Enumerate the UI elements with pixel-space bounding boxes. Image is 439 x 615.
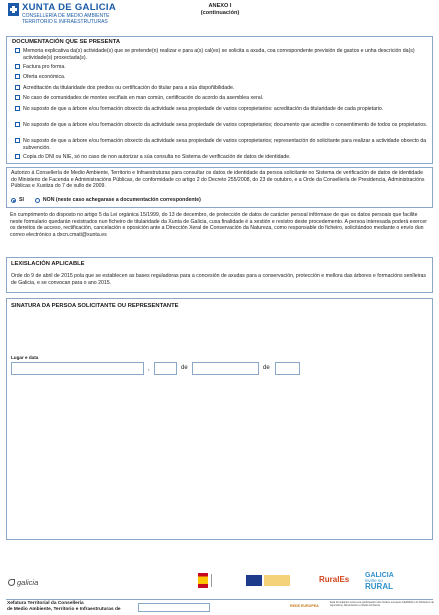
annex-heading <box>185 3 255 17</box>
signature-title: SINATURA DA PERSOA SOLICITANTE OU REPRESENTANTE <box>11 303 179 309</box>
doc-item-representacion[interactable] <box>15 138 428 151</box>
checkbox[interactable] <box>15 74 20 79</box>
rede-natura-logo <box>290 604 319 609</box>
checkbox[interactable] <box>15 106 20 111</box>
checkbox[interactable] <box>15 64 20 69</box>
eu-flag-icon <box>246 575 262 586</box>
ministry-logo <box>211 574 241 587</box>
doc-item-consentimento[interactable] <box>15 122 428 129</box>
doc-item-oferta[interactable] <box>15 74 428 81</box>
fine-print: Esta formulación conta coa participación dos fondos europeos FEADER e do Ministerio de Agricultura, Alimentación e Medio Ambiente <box>330 601 434 607</box>
doc-item-acreditacion[interactable] <box>15 85 428 92</box>
brand-name: XUNTA DE GALICIA <box>22 2 116 13</box>
office-line-2: de Medio Ambiente, Territorio e Infraestruturas de <box>7 606 121 612</box>
authorization-text: Autorizo á Consellería de Medio Ambiente, Territorio e Infraestruturas para consultar os datos de identidade da persoa solicitante no Sistema de verificación de datos de identidade do Ministerio de Facenda e Administracións Públicas, de conformidade co artigo 2 do Decreto 255/2008, do 23 de outubro, e a Orde da Consellería de Presidencia, Administracións Públicas e Xustiza do 7 de xullo de 2009. <box>11 170 425 190</box>
checkbox[interactable] <box>15 154 20 159</box>
doc-item-titularidade[interactable] <box>15 106 428 113</box>
office-destination <box>7 601 121 613</box>
doc-item-label: No suposto de que a árbore e/ou formación obxecto da actividade sexa propiedade de varios copropietarios; representación do solicitante para realizar a actividade obxecto da subvención. <box>23 138 427 151</box>
footer-logos <box>6 571 433 598</box>
galicia-rural-line1: GALICIA <box>365 572 394 579</box>
doc-item-comunidades[interactable] <box>15 95 428 102</box>
day-input[interactable] <box>154 362 177 375</box>
checkbox[interactable] <box>15 48 20 53</box>
galicia-logo-text: galicia <box>17 578 39 587</box>
galicia-swirl-icon <box>8 579 15 586</box>
signature-section <box>6 298 433 540</box>
checkbox[interactable] <box>15 122 20 127</box>
department-line-1: CONSELLERÍA DE MEDIO AMBIENTE <box>22 12 110 19</box>
privacy-notice: En cumprimento do disposto no artigo 5 da Lei orgánica 15/1999, do 13 de decembro, de protección de datos de carácter persoal infórmase de que os datos persoais que facilite neste formulario quedarán rexistrados nun ficheiro de titularidade da Xunta de Galicia, cuxa finalidade é a xestión e rexistro deste procedemento. A persoa interesada poderá exercer os dereitos de acceso, rectificación, cancelación e oposición ante a Dirección Xeral de Conservación da Natureza, como responsable do ficheiro, solicitándoo mediante o envío dun correo electrónico a dxcn.cmati@xunta.es <box>10 212 427 238</box>
xunta-logo <box>8 3 116 26</box>
doc-item-label: Oferta económica. <box>23 74 66 80</box>
checkbox[interactable] <box>15 138 20 143</box>
checkbox[interactable] <box>15 95 20 100</box>
feader-logo <box>264 575 290 586</box>
galicia-rural-logo <box>365 572 394 591</box>
legislation-section <box>6 257 433 293</box>
office-line-1: Xefatura Territorial da Consellería <box>7 601 84 606</box>
doc-item-label: Memoria explicativa da(s) actividade(s) que se pretende(n) realizar e para a(s) cal(es) se solicita a axuda, coa correspondente previsión de gastos e unha descrición da(s) actividade(s) proxectada(s). <box>23 48 415 61</box>
rede-natura-label: REDE EUROPEA <box>290 604 319 608</box>
doc-item-label: No caso de comunidades de montes veciñais en man común, certificación do acordo da asemblea xeral. <box>23 95 264 101</box>
de-label-1: de <box>181 365 188 371</box>
spain-flag-icon <box>198 573 208 588</box>
doc-item-memoria[interactable] <box>15 48 428 61</box>
ruraes-logo-text: RuralEs <box>319 575 350 584</box>
authorization-section <box>6 167 433 208</box>
annex-title: ANEXO I <box>208 3 232 9</box>
annex-subtitle: (continuación) <box>200 9 240 16</box>
ruraes-logo <box>319 575 349 585</box>
doc-item-label: Factura pro forma. <box>23 64 66 70</box>
legislation-title: LEXISLACIÓN APLICABLE <box>11 261 85 267</box>
authorization-options <box>11 197 201 204</box>
doc-item-label: Acreditación da titularidade dos predios ou certificación do titular para a súa dispoñibilidade. <box>23 85 235 91</box>
de-label-2: de <box>263 365 270 371</box>
year-input[interactable] <box>275 362 300 375</box>
month-input[interactable] <box>192 362 259 375</box>
galicia-rural-line2: invirte no <box>365 578 383 583</box>
radio-yes-label: SI <box>19 197 24 203</box>
doc-item-factura[interactable] <box>15 64 428 71</box>
footer-rule <box>6 599 433 600</box>
galicia-logo <box>8 578 38 588</box>
xunta-cross-icon <box>8 3 19 16</box>
documentation-title: DOCUMENTACIÓN QUE SE PRESENTA <box>12 39 121 45</box>
date-separator-comma: , <box>148 366 150 372</box>
radio-no-label: NON (neste caso achegarase a documentación correspondente) <box>42 197 201 203</box>
checkbox[interactable] <box>15 85 20 90</box>
legislation-text: Orde do 9 de abril de 2015 pola que se establecen as bases reguladoras para a concesión de axudas para a conservación, protección e mellora das árbores e formacións senlleiras de Galicia, e se convocan para o ano 2015. <box>11 273 426 286</box>
radio-no[interactable] <box>35 198 40 203</box>
place-date-label: Lugar e data <box>11 355 39 360</box>
doc-item-label: No suposto de que a árbore e/ou formación obxecto da actividade sexa propiedade de varios copropietarios; documento que acredite o consentimento de todos os propietarios. <box>23 122 428 128</box>
doc-item-label: No suposto de que a árbore e/ou formación obxecto da actividade sexa propiedade de varios copropietarios: acreditación da titularidade de cada propietario. <box>23 106 384 112</box>
doc-item-label: Copia do DNI ou NIE, só no caso de non autorizar a súa consulta no Sistema de verificación de datos de identidade. <box>23 154 291 160</box>
office-input[interactable] <box>138 603 210 612</box>
radio-yes[interactable] <box>11 198 16 203</box>
department-line-2: TERRITORIO E INFRAESTRUTURAS <box>22 19 108 26</box>
galicia-rural-line3: RURAL <box>365 582 393 592</box>
place-input[interactable] <box>11 362 144 375</box>
documentation-section <box>6 36 433 164</box>
doc-item-dni[interactable] <box>15 154 428 161</box>
